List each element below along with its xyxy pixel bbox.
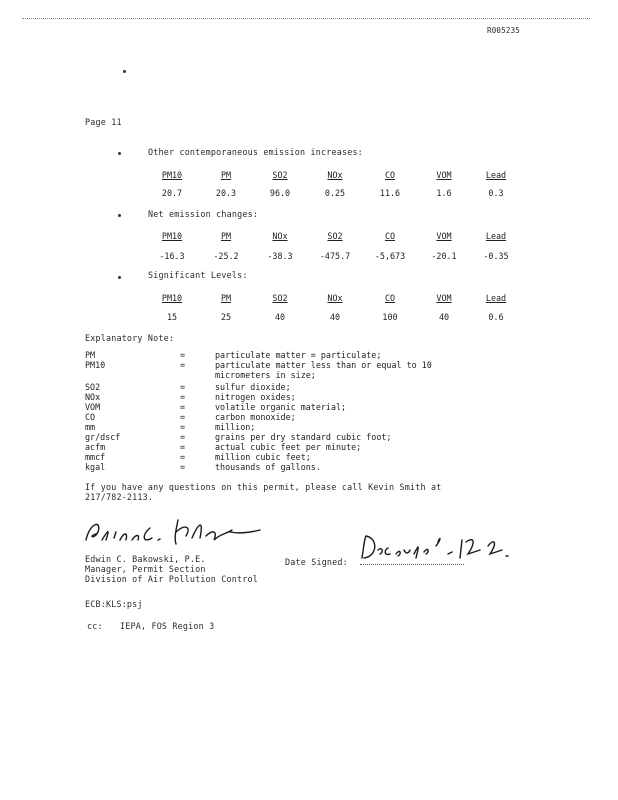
explanatory-title: Explanatory Note:: [85, 333, 175, 343]
definition-equals: =: [180, 412, 186, 422]
definition-description: sulfur dioxide;: [215, 382, 291, 392]
date-signed-line: [360, 564, 464, 565]
definition-equals: =: [180, 422, 186, 432]
definition-description: particulate matter = particulate;: [215, 350, 382, 360]
section-2-header: CO: [384, 231, 396, 241]
cc-value: IEPA, FOS Region 3: [120, 621, 215, 631]
date-signed-label: Date Signed:: [285, 557, 348, 567]
section-3-header: VOM: [436, 293, 452, 303]
section-2-header: NOx: [272, 231, 288, 241]
page-label: Page 11: [85, 117, 122, 127]
definition-term: mm: [85, 422, 96, 432]
definition-description: thousands of gallons.: [215, 462, 321, 472]
section-3-label: Significant Levels:: [148, 270, 248, 280]
definition-description: particulate matter less than or equal to 10: [215, 360, 432, 370]
document-id: R005235: [487, 26, 521, 35]
section-3-value: 40: [329, 312, 341, 322]
definition-term: acfm: [85, 442, 106, 452]
definition-term: kgal: [85, 462, 106, 472]
section-3-header: PM10: [161, 293, 183, 303]
stray-mark: [123, 70, 126, 73]
contact-line-2: 217/782-2113.: [85, 492, 154, 502]
section-3-header: CO: [384, 293, 396, 303]
section-2-value: -25.2: [213, 251, 239, 261]
definition-term: gr/dscf: [85, 432, 121, 442]
section-2-value: -20.1: [431, 251, 457, 261]
definition-equals: =: [180, 442, 186, 452]
section-1-header: PM: [220, 170, 232, 180]
handwritten-date-graphic: [356, 528, 520, 564]
section-2-value: -5,673: [374, 251, 406, 261]
definition-term: SO2: [85, 382, 101, 392]
bullet-2: [118, 214, 121, 217]
section-3-value: 25: [220, 312, 232, 322]
section-1-header: PM10: [161, 170, 183, 180]
bullet-1: [118, 152, 121, 155]
section-1-header: Lead: [485, 170, 507, 180]
handwritten-signature-graphic: [80, 510, 270, 550]
signer-division: Division of Air Pollution Control: [85, 574, 258, 584]
section-1-value: 1.6: [436, 188, 452, 198]
section-3-value: 100: [382, 312, 398, 322]
definition-equals: =: [180, 382, 186, 392]
section-3-value: 40: [274, 312, 286, 322]
definition-equals: =: [180, 392, 186, 402]
section-2-value: -38.3: [267, 251, 293, 261]
section-2-label: Net emission changes:: [148, 209, 259, 219]
bullet-3: [118, 276, 121, 279]
section-2-value: -0.35: [483, 251, 509, 261]
definition-description: million cubic feet;: [215, 452, 311, 462]
definition-description: grains per dry standard cubic foot;: [215, 432, 392, 442]
definition-description: nitrogen oxides;: [215, 392, 296, 402]
section-3-value: 40: [438, 312, 450, 322]
top-scan-line: [22, 18, 590, 19]
definition-equals: =: [180, 360, 186, 370]
section-3-value: 0.6: [488, 312, 504, 322]
definition-description: volatile organic material;: [215, 402, 347, 412]
definition-equals: =: [180, 350, 186, 360]
section-3-value: 15: [166, 312, 178, 322]
section-2-value: -475.7: [319, 251, 351, 261]
section-1-header: NOx: [327, 170, 343, 180]
section-2-value: -16.3: [159, 251, 185, 261]
definition-term: VOM: [85, 402, 101, 412]
section-2-header: Lead: [485, 231, 507, 241]
definition-description: carbon monoxide;: [215, 412, 296, 422]
definition-equals: =: [180, 452, 186, 462]
section-3-header: PM: [220, 293, 232, 303]
section-2-header: SO2: [327, 231, 343, 241]
section-1-header: CO: [384, 170, 396, 180]
definition-term: mmcf: [85, 452, 106, 462]
definition-equals: =: [180, 462, 186, 472]
section-2-header: VOM: [436, 231, 452, 241]
section-1-header: VOM: [436, 170, 452, 180]
section-1-value: 96.0: [269, 188, 291, 198]
definition-description: million;: [215, 422, 256, 432]
section-3-header: NOx: [327, 293, 343, 303]
section-1-value: 20.3: [215, 188, 237, 198]
signer-name: Edwin C. Bakowski, P.E.: [85, 554, 206, 564]
signer-title: Manager, Permit Section: [85, 564, 206, 574]
section-1-value: 11.6: [379, 188, 401, 198]
section-3-header: Lead: [485, 293, 507, 303]
section-1-header: SO2: [272, 170, 288, 180]
section-1-value: 0.25: [324, 188, 346, 198]
section-2-header: PM10: [161, 231, 183, 241]
definition-term: PM10: [85, 360, 106, 370]
definition-description: micrometers in size;: [215, 370, 316, 380]
section-1-value: 0.3: [488, 188, 504, 198]
initials: ECB:KLS:psj: [85, 599, 143, 609]
contact-line-1: If you have any questions on this permit, please call Kevin Smith at: [85, 482, 442, 492]
definition-term: CO: [85, 412, 96, 422]
definition-equals: =: [180, 432, 186, 442]
cc-label: cc:: [87, 621, 103, 631]
section-1-value: 20.7: [161, 188, 183, 198]
section-3-header: SO2: [272, 293, 288, 303]
definition-term: NOx: [85, 392, 101, 402]
section-2-header: PM: [220, 231, 232, 241]
definition-equals: =: [180, 402, 186, 412]
definition-term: PM: [85, 350, 96, 360]
definition-description: actual cubic feet per minute;: [215, 442, 362, 452]
section-1-label: Other contemporaneous emission increases:: [148, 147, 363, 157]
